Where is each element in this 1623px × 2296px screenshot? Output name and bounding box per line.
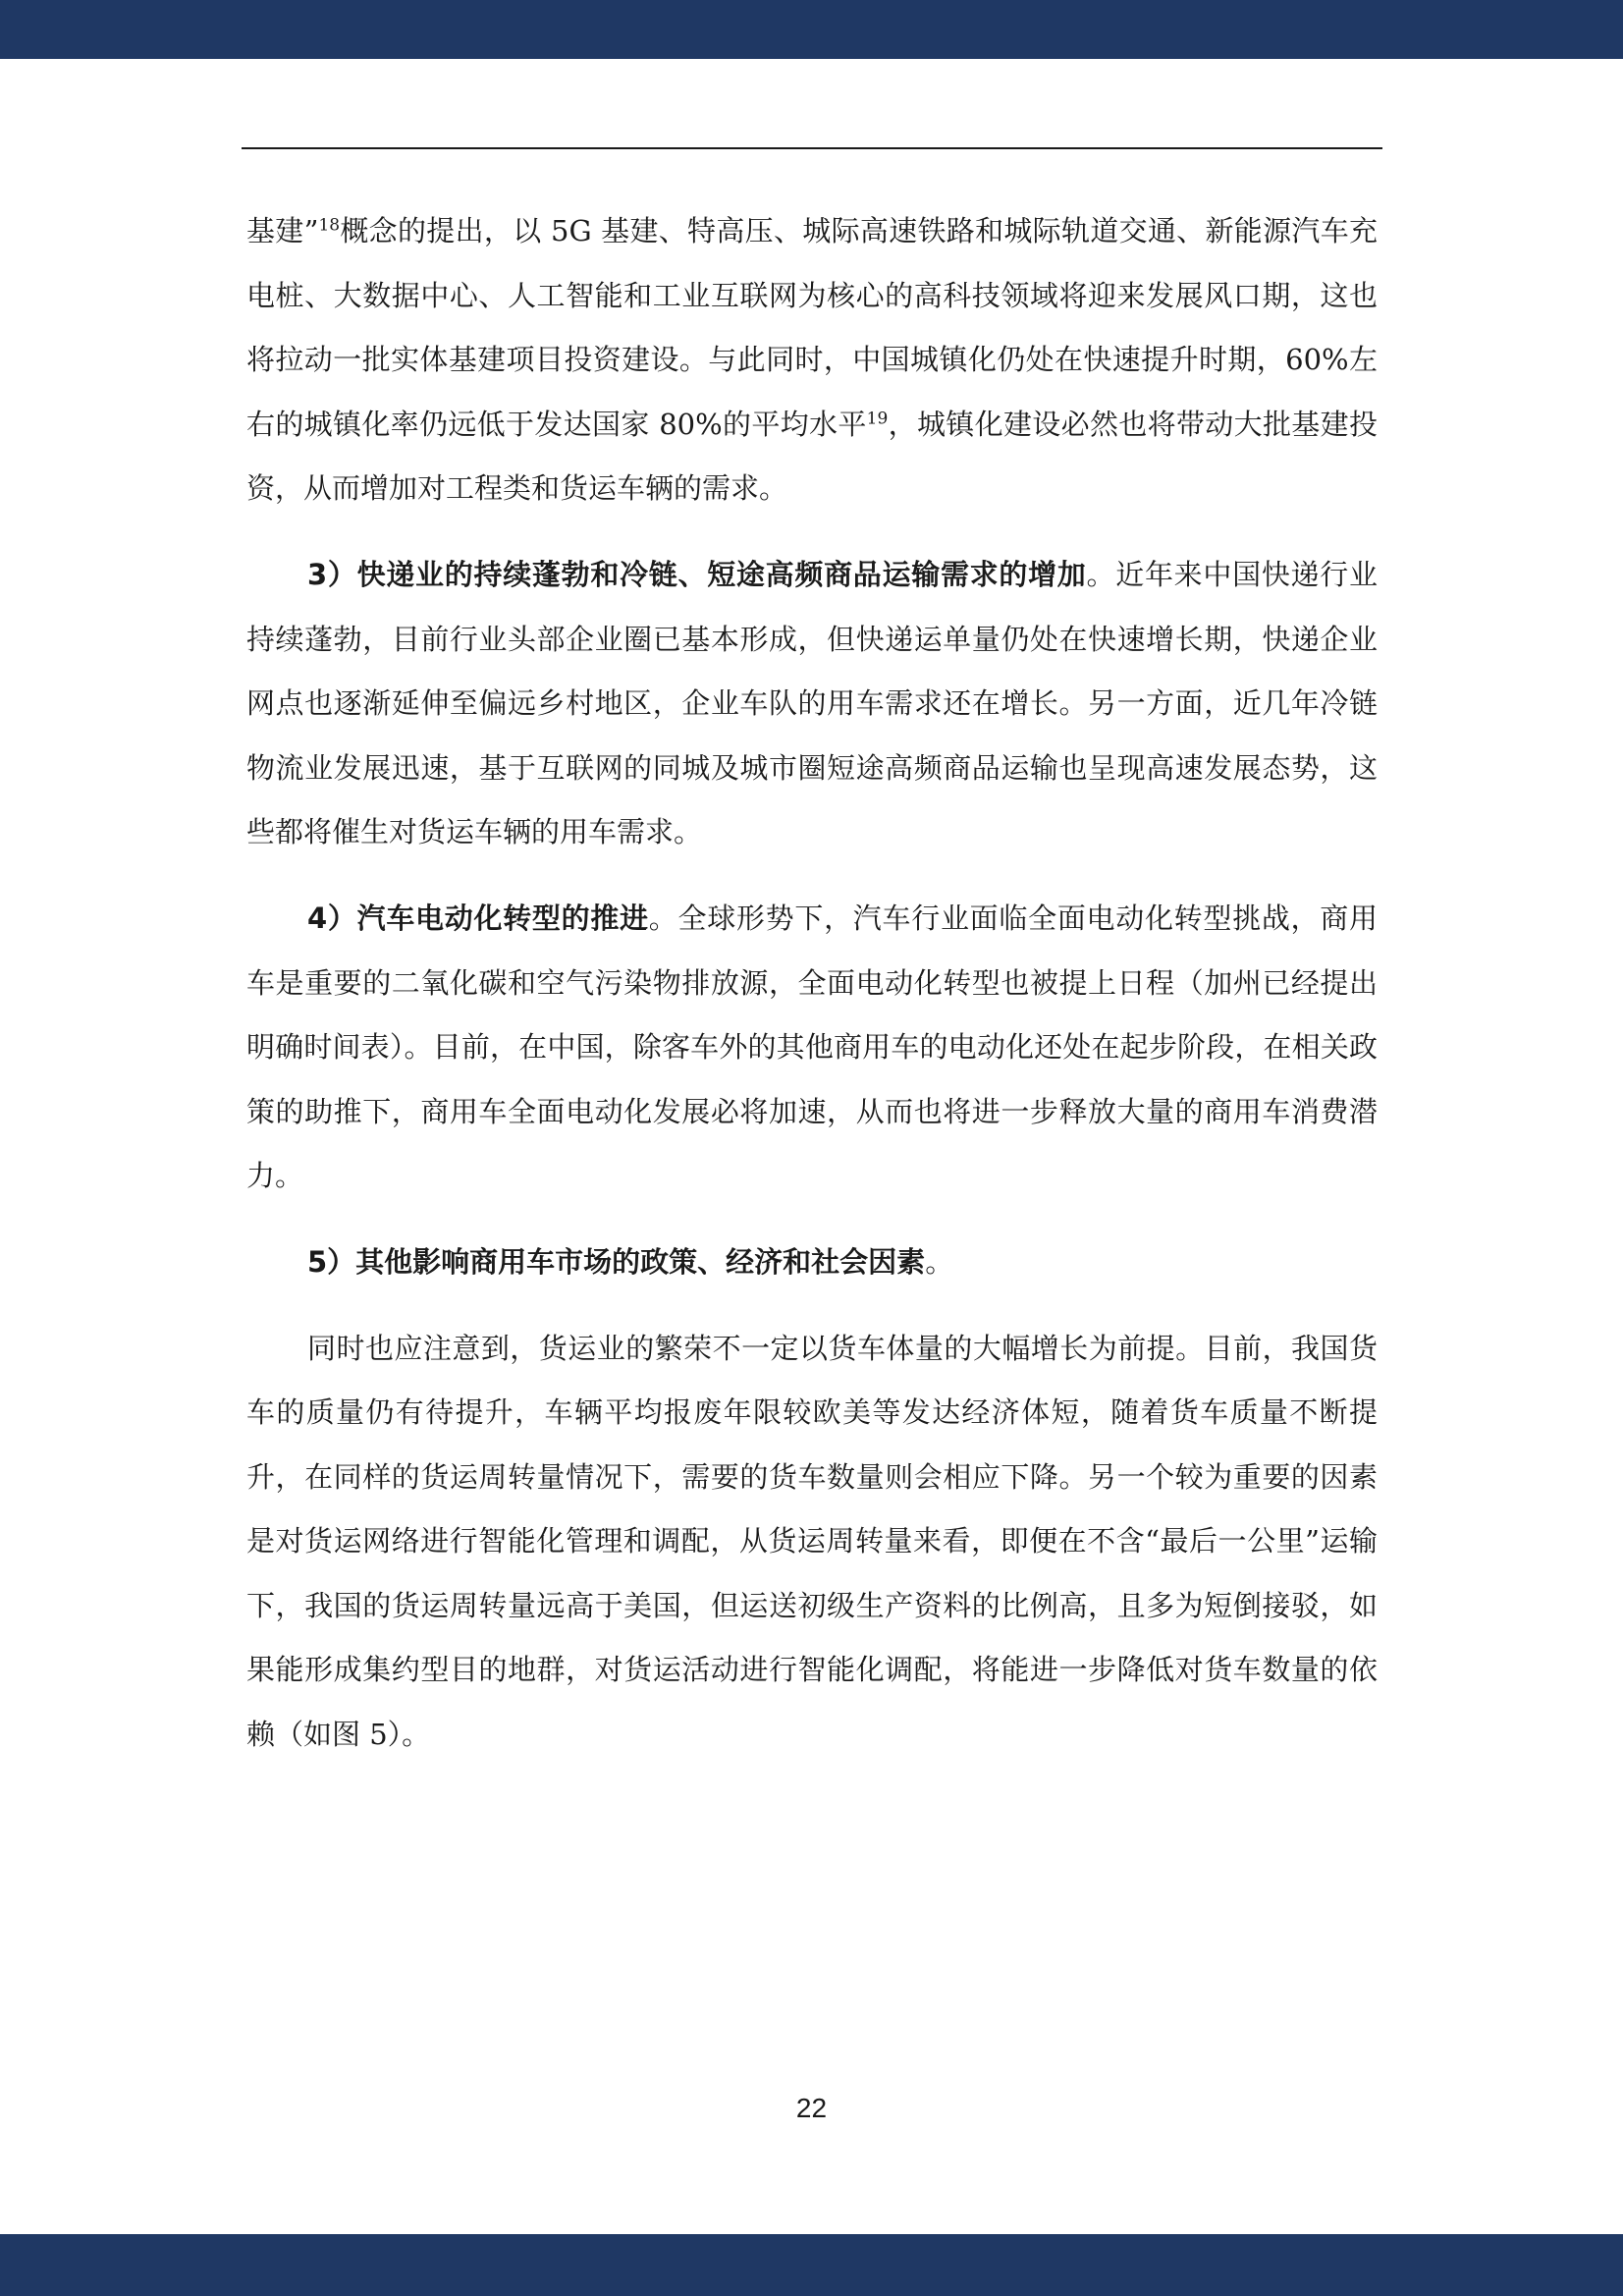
paragraph-text: 。 (925, 1244, 954, 1279)
footnote-ref-19[interactable]: 19 (866, 409, 889, 429)
footnote-ref-18[interactable]: 18 (318, 215, 341, 236)
paragraph-lead: 5）其他影响商用车市场的政策、经济和社会因素 (307, 1244, 926, 1279)
paragraph-text: 概念的提出，以 5G 基建、特高压、城际高速铁路和城际轨道交通、新能源汽车充电桩、大数据中心、人工智能和工业互联网为核心的高科技领域将迎来发展风口期，这也将拉动一批实体基建项目投资建设。与此同时，中国城镇化仍处在快速提升时期，60%左右的城镇化率仍远低于发达国家 80%的平均水平 (246, 214, 1378, 441)
paragraph-text: ，城镇化建设必然也将带动大批基建投资，从而增加对工程类和货运车辆的需求。 (246, 407, 1378, 506)
paragraph-text: 。全球形势下，汽车行业面临全面电动化转型挑战，商用车是重要的二氧化碳和空气污染物排放源，全面电动化转型也被提上日程（加州已经提出明确时间表）。目前，在中国，除客车外的其他商用车的电动化还处在起步阶段，在相关政策的助推下，商用车全面电动化发展必将加速，从而也将进一步释放大量的商用车消费潜力。 (246, 901, 1378, 1193)
paragraph-lead: 3）快递业的持续蓬勃和冷链、短途高频商品运输需求的增加 (307, 557, 1087, 591)
paragraph-text: 。近年来中国快递行业持续蓬勃，目前行业头部企业圈已基本形成，但快递运单量仍处在快速增长期，快递企业网点也逐渐延伸至偏远乡村地区，企业车队的用车需求还在增长。另一方面，近几年冷链物流业发展迅速，基于互联网的同城及城市圈短途高频商品运输也呈现高速发展态势，这些都将催生对货运车辆的用车需求。 (246, 557, 1378, 849)
paragraph-text: 基建” (246, 214, 319, 247)
paragraph-lead: 4）汽车电动化转型的推进 (307, 901, 649, 935)
paragraph-freight-efficiency (246, 1317, 1378, 1768)
header-band (0, 0, 1623, 59)
paragraph-express-delivery (246, 543, 1378, 865)
header-rule (242, 147, 1382, 149)
footer-band (0, 2234, 1623, 2296)
page-number: 22 (795, 2093, 828, 2123)
paragraph-electrification (246, 887, 1378, 1209)
paragraph-text: 同时也应注意到，货运业的繁荣不一定以货车体量的大幅增长为前提。目前，我国货车的质量仍有待提升，车辆平均报废年限较欧美等发达经济体短，随着货车质量不断提升，在同样的货运周转量情况下，需要的货车数量则会相应下降。另一个较为重要的因素是对货运网络进行智能化管理和调配，从货运周转量来看，即便在不含“最后一公里”运输下，我国的货运周转量远高于美国，但运送初级生产资料的比例高，且多为短倒接驳，如果能形成集约型目的地群，对货运活动进行智能化调配，将能进一步降低对货车数量的依赖（如图 5）。 (246, 1331, 1378, 1752)
paragraph-other-factors (246, 1230, 1378, 1295)
body-text (246, 199, 1378, 1789)
paragraph-infrastructure (246, 199, 1378, 521)
